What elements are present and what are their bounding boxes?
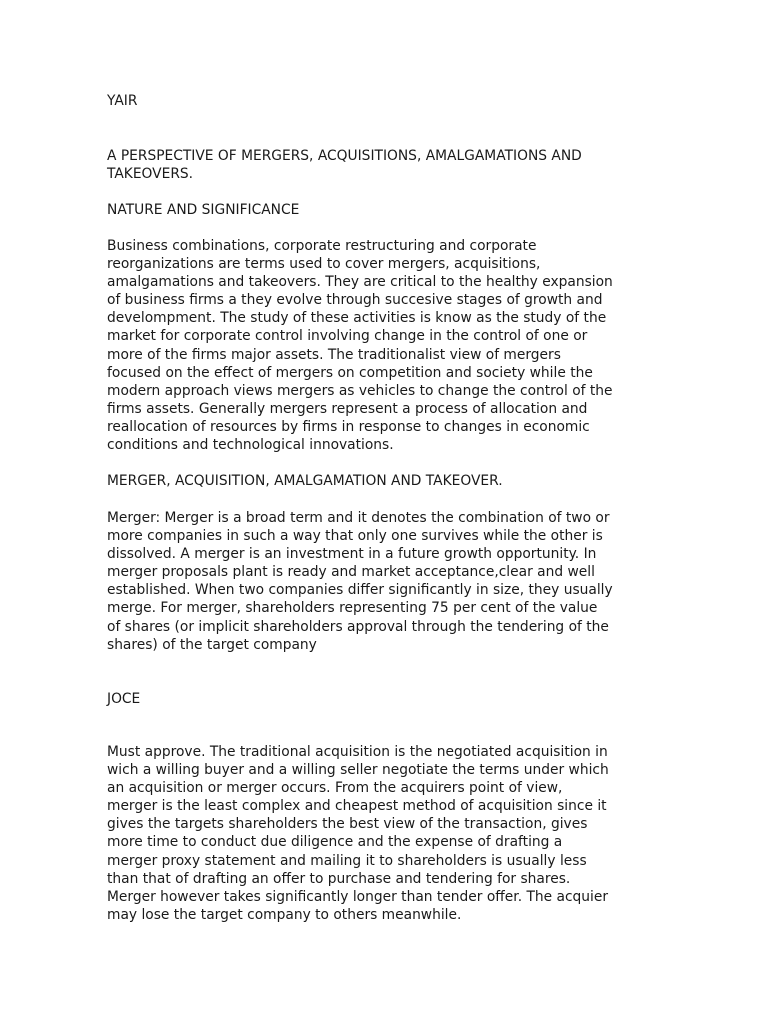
author-label: JOCE	[107, 691, 141, 707]
document-title: A PERSPECTIVE OF MERGERS, ACQUISITIONS, AMALGAMATIONS AND TAKEOVERS.	[107, 148, 582, 183]
body-paragraph: Business combinations, corporate restructuring and corporate reorganizations are terms used to cover mergers, acquisitions, amalgamations and takeovers. They are critical to the healthy expansion of business firms a they evolve through succesive stages of growth and develompment. The study of these activities is know as the study of the market for corporate control involving change in the control of one or more of the firms major assets. The traditionalist view of mergers focused on the effect of mergers on competition and society while the modern approach views mergers as vehicles to change the control of the firms assets. Generally mergers represent a process of allocation and reallocation of resources by firms in response to changes in economic conditions and technological innovations.	[107, 238, 613, 454]
body-paragraph: Merger: Merger is a broad term and it denotes the combination of two or more companies in such a way that only one survives while the other is dissolved. A merger is an investment in a future growth opportunity. In merger proposals plant is ready and market acceptance,clear and well established. When two companies differ significantly in size, they usually merge. For merger, shareholders representing 75 per cent of the value of shares (or implicit shareholders approval through the tendering of the shares) of the target company	[107, 510, 613, 653]
body-paragraph: Must approve. The traditional acquisition is the negotiated acquisition in wich a willing buyer and a willing seller negotiate the terms under which an acquisition or merger occurs. From the acquirers point of view, merger is the least complex and cheapest method of acquisition since it gives the targets shareholders the best view of the transaction, gives more time to conduct due diligence and the expense of drafting a merger proxy statement and mailing it to shareholders is usually less than that of drafting an offer to purchase and tendering for shares. Merger however takes significantly longer than tender offer. The acquier may lose the target company to others meanwhile.	[107, 744, 609, 923]
author-label: YAIR	[107, 93, 138, 109]
section-heading: MERGER, ACQUISITION, AMALGAMATION AND TAKEOVER.	[107, 473, 503, 489]
section-heading: NATURE AND SIGNIFICANCE	[107, 202, 300, 218]
